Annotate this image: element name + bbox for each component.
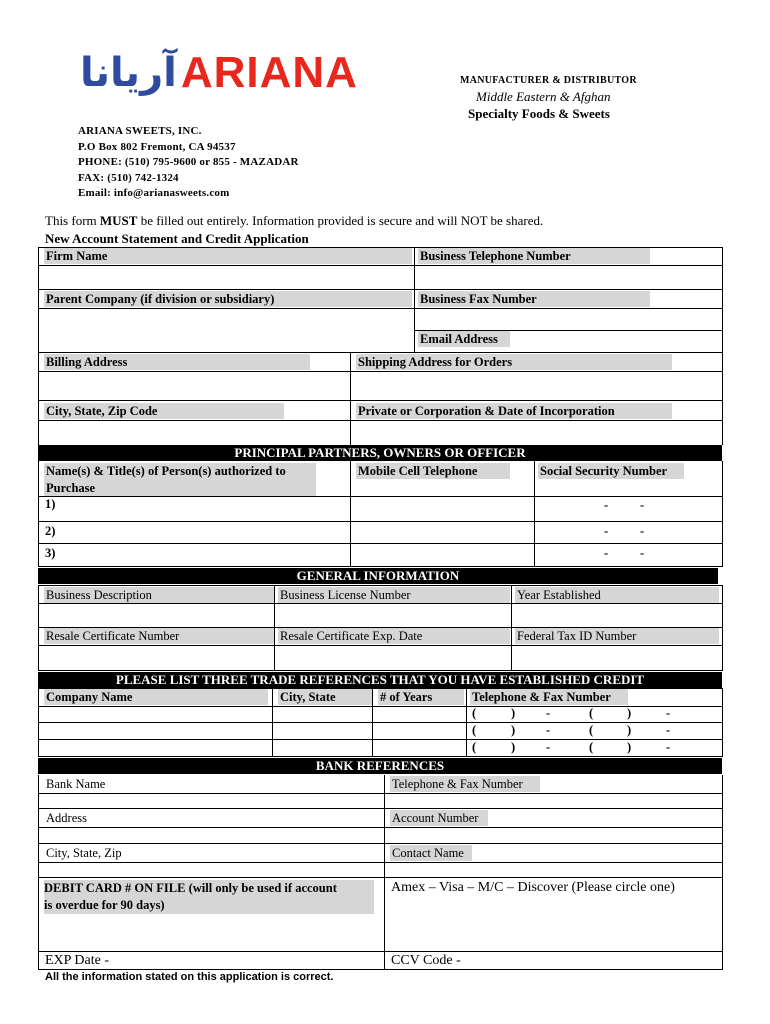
business-telephone-field[interactable] [416,266,722,288]
paren-close: ) [511,723,516,737]
exp-date-label: EXP Date - [45,953,110,968]
form-rule-line [38,289,722,290]
company-fax: FAX: (510) 742-1324 [78,171,179,184]
paren-open: ( [589,723,594,737]
form-title: New Account Statement and Credit Application [45,231,309,246]
trade-company-3-field[interactable] [40,740,270,755]
company-pobox: P.O Box 802 Fremont, CA 94537 [78,140,236,153]
ssn-dash: - [640,524,645,538]
social-security-label: Social Security Number [538,463,684,479]
form-rule-line [38,543,722,544]
manufacturer-tagline: MANUFACTURER & DISTRIBUTOR [460,75,637,86]
form-rule-line [38,793,722,794]
notice-must: MUST [99,213,138,228]
card-types-label: Amex – Visa – M/C – Discover (Please circle one) [391,880,675,895]
specialty-tagline: Specialty Foods & Sweets [468,106,610,121]
city-state-zip-field[interactable] [40,421,350,443]
ariana-logo [80,48,358,98]
privacy-notice [45,213,543,229]
ssn-dash: - [640,498,645,512]
company-phone: PHONE: (510) 795-9600 or 855 - MAZADAR [78,156,299,168]
logo-latin-text: ARIANA [180,48,358,97]
paren-close: ) [511,706,516,720]
mobile-cell-label: Mobile Cell Telephone [356,463,510,479]
business-description-field[interactable] [40,604,270,626]
business-description-label: Business Description [44,587,274,603]
debit-card-number-field[interactable] [40,916,382,950]
form-rule-line [38,951,722,952]
form-rule-line [38,877,722,878]
paren-close: ) [627,740,632,754]
logo-arabic-text: آریانا [80,50,177,96]
business-license-field[interactable] [276,604,508,626]
parent-company-field[interactable] [40,309,412,351]
form-rule-line [38,585,39,671]
form-rule-line [372,688,373,757]
shipping-address-field[interactable] [352,372,720,398]
paren-open: ( [472,706,477,720]
form-rule-line [38,461,39,567]
city-state-zip-label: City, State, Zip Code [44,403,284,419]
form-rule-line [466,688,467,757]
years-label: # of Years [378,689,464,705]
ssn-dash: - [604,524,609,538]
general-info-header: GENERAL INFORMATION [38,568,718,584]
resale-exp-field[interactable] [276,646,508,668]
form-rule-line [38,670,722,671]
form-rule-line [38,808,722,809]
form-rule-line [384,775,385,970]
form-rule-line [272,688,273,757]
billing-address-label: Billing Address [44,354,310,370]
firm-name-field[interactable] [40,266,412,288]
phone-dash: - [546,723,551,737]
principal-3-cell-field[interactable] [352,545,532,565]
contact-name-label: Contact Name [390,845,472,861]
principal-1-cell-field[interactable] [352,498,532,520]
phone-dash: - [666,723,671,737]
ccv-code-label: CCV Code - [391,953,461,968]
paren-close: ) [511,740,516,754]
paren-open: ( [589,740,594,754]
firm-name-label: Firm Name [44,248,412,264]
debit-line-2: is overdue for 90 days) [44,898,165,912]
ssn-dash: - [640,546,645,560]
phone-dash: - [546,740,551,754]
email-address-label: Email Address [418,331,510,347]
principal-row-2: 2) [45,524,56,538]
notice-post: be filled out entirely. Information provided is secure and will NOT be shared. [137,213,544,228]
parent-company-label: Parent Company (if division or subsidiary) [44,291,412,307]
bank-name-label: Bank Name [44,776,366,792]
resale-certificate-label: Resale Certificate Number [44,628,274,644]
paren-close: ) [627,706,632,720]
form-rule-line [274,585,275,671]
paren-open: ( [472,740,477,754]
private-corporation-label: Private or Corporation & Date of Incorporation [356,403,672,419]
ssn-dash: - [604,498,609,512]
form-rule-line [38,775,39,970]
form-rule-line [38,566,722,567]
form-rule-line [38,688,39,757]
form-rule-line [38,969,722,970]
account-number-label: Account Number [390,810,488,826]
form-rule-line [38,688,722,689]
year-established-field[interactable] [513,604,719,626]
form-rule-line [38,496,722,497]
bank-telfax-label: Telephone & Fax Number [390,776,540,792]
company-address-block [78,124,299,202]
business-telephone-label: Business Telephone Number [418,248,650,264]
form-rule-line [414,247,415,353]
form-rule-line [38,247,39,445]
incorporation-field[interactable] [352,421,720,443]
form-rule-line [350,461,351,567]
trade-city-state-label: City, State [278,689,372,705]
resale-certificate-field[interactable] [40,646,270,668]
form-rule-line [38,521,722,522]
form-rule-line [722,688,723,757]
trade-telfax-label: Telephone & Fax Number [470,689,628,705]
trade-company-1-field[interactable] [40,707,270,721]
phone-dash: - [546,706,551,720]
business-license-label: Business License Number [278,587,510,603]
form-rule-line [38,265,722,266]
notice-pre: This form [45,213,100,228]
form-rule-line [722,461,723,567]
business-fax-label: Business Fax Number [418,291,650,307]
cuisine-tagline: Middle Eastern & Afghan [476,89,611,104]
form-rule-line [722,247,723,445]
federal-tax-id-label: Federal Tax ID Number [515,628,719,644]
bank-address-label: Address [44,810,366,826]
year-established-label: Year Established [515,587,719,603]
phone-dash: - [666,706,671,720]
shipping-address-label: Shipping Address for Orders [356,354,672,370]
phone-dash: - [666,740,671,754]
trade-references-header: PLEASE LIST THREE TRADE REFERENCES THAT YOU HAVE ESTABLISHED CREDIT [38,672,722,688]
debit-line-1: DEBIT CARD # ON FILE (will only be used if account [44,881,337,895]
form-rule-line [38,352,722,353]
bank-references-header: BANK REFERENCES [38,758,722,774]
principal-2-cell-field[interactable] [352,523,532,542]
company-name-label: Company Name [44,689,268,705]
certification-statement: All the information stated on this application is correct. [45,971,334,983]
principal-1-field[interactable] [40,511,348,520]
form-rule-line [722,775,723,970]
company-email: Email: info@arianasweets.com [78,187,230,199]
bank-city-state-zip-label: City, State, Zip [44,845,366,861]
form-rule-line [534,461,535,567]
form-rule-line [38,843,722,844]
billing-address-field[interactable] [40,372,350,398]
paren-close: ) [627,723,632,737]
federal-tax-id-field[interactable] [513,646,719,668]
business-fax-field[interactable] [416,309,722,329]
form-rule-line [722,585,723,671]
resale-exp-label: Resale Certificate Exp. Date [278,628,510,644]
ssn-dash: - [604,546,609,560]
form-rule-line [38,756,722,757]
form-rule-line [350,353,351,445]
trade-company-2-field[interactable] [40,723,270,738]
principal-name-label: Name(s) & Title(s) of Person(s) authorized to Purchase [44,463,316,497]
form-rule-line [38,585,722,586]
form-rule-line [38,400,722,401]
principals-header: PRINCIPAL PARTNERS, OWNERS OR OFFICER [38,445,722,461]
company-name: ARIANA SWEETS, INC. [78,125,202,137]
paren-open: ( [472,723,477,737]
form-rule-line [38,862,722,863]
principal-row-3: 3) [45,546,56,560]
debit-card-label [44,880,374,914]
form-rule-line [511,585,512,671]
principal-row-1: 1) [45,497,56,511]
paren-open: ( [589,706,594,720]
form-rule-line [38,827,722,828]
